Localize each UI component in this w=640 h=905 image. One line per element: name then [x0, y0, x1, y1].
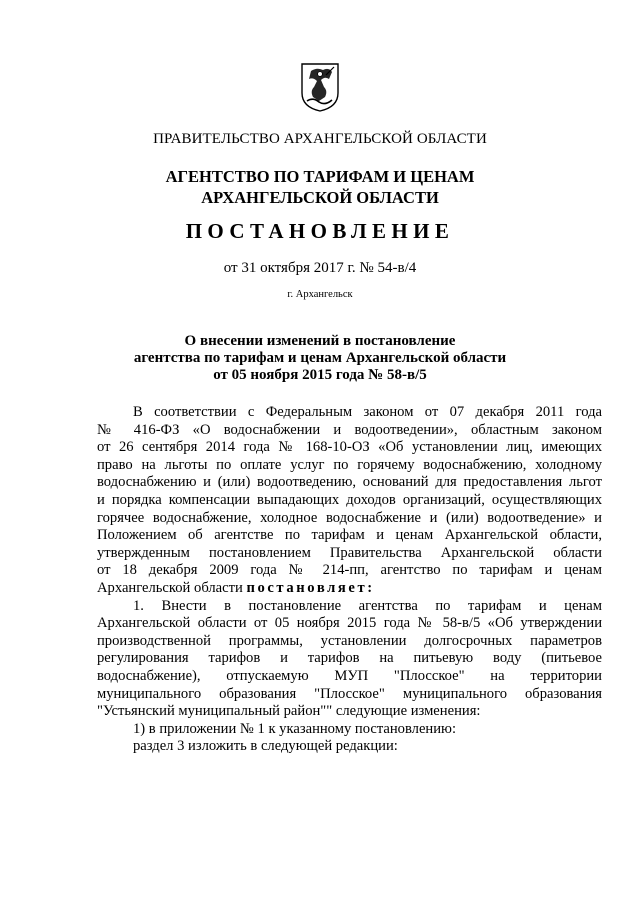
resolves-keyword: постановляет:: [246, 579, 375, 596]
subject-line2: агентства по тарифам и ценам Архангельской области: [133, 350, 507, 366]
date-and-number: от 31 октября 2017 г. № 54-в/4: [223, 260, 417, 276]
item1-line: Архангельской области от 05 ноября 2015 года № 58-в/5 «Об утверждении: [97, 615, 602, 632]
agency-name: [0, 166, 640, 208]
item1-line: муниципального образования "Плосское" муниципального образования: [97, 685, 602, 702]
body-line-resolves: [97, 580, 602, 598]
item1-line: производственной программы, установлении долгосрочных параметров: [97, 632, 602, 649]
body-line: Положением об агентстве по тарифам и ценам Архангельской области,: [97, 527, 602, 544]
document-type-title: ПОСТАНОВЛЕНИЕ: [185, 219, 455, 243]
item1-last-line: "Устьянский муниципальный район"" следующие изменения:: [97, 703, 481, 720]
agency-name-line2: АРХАНГЕЛЬСКОЙ ОБЛАСТИ: [201, 188, 439, 207]
document-body: [97, 404, 602, 756]
subitem1-line: 1) в приложении № 1 к указанному постановлению:: [133, 720, 457, 737]
item1-line: 1. Внести в постановление агентства по тарифам и ценам: [133, 597, 602, 614]
document-subject: [0, 333, 640, 384]
body-line: право на льготы по оплате услуг по горячему водоснабжению, холодному: [97, 456, 602, 473]
city-name: г. Архангельск: [287, 289, 353, 300]
body-line: № 416-ФЗ «О водоснабжении и водоотведении», областным законом: [97, 421, 602, 438]
subitem2-line: раздел 3 изложить в следующей редакции:: [133, 738, 398, 755]
agency-name-line1: АГЕНТСТВО ПО ТАРИФАМ И ЦЕНАМ: [165, 167, 475, 186]
item1-line: регулирования тарифов и тарифов на питьевую воду (питьевое: [97, 650, 602, 667]
item1-line: водоснабжение), отпускаемую МУП "Плосское" на территории: [97, 667, 602, 684]
body-line: горячее водоснабжение, холодное водоснабжение и (или) водоотведение» и: [97, 509, 602, 526]
body-line: утвержденным постановлением Правительства Архангельской области: [97, 544, 602, 561]
government-name: ПРАВИТЕЛЬСТВО АРХАНГЕЛЬСКОЙ ОБЛАСТИ: [153, 131, 487, 147]
body-line: от 18 декабря 2009 года № 214-пп, агентство по тарифам и ценам: [97, 562, 602, 579]
body-line: В соответствии с Федеральным законом от 07 декабря 2011 года: [133, 404, 602, 420]
coat-of-arms-emblem: [299, 61, 341, 113]
subject-line1: О внесении изменений в постановление: [184, 333, 456, 349]
body-line: от 26 сентября 2014 года № 168-10-ОЗ «Об установлении лиц, имеющих: [97, 439, 602, 456]
body-line: и порядка компенсации выпадающих доходов организаций, осуществляющих: [97, 491, 602, 508]
body-line: водоснабжению и (или) водоотведению, оснований для предоставления льгот: [97, 474, 602, 491]
subject-line3: от 05 ноября 2015 года № 58-в/5: [213, 367, 427, 383]
resolves-prefix: Архангельской области: [97, 579, 247, 596]
